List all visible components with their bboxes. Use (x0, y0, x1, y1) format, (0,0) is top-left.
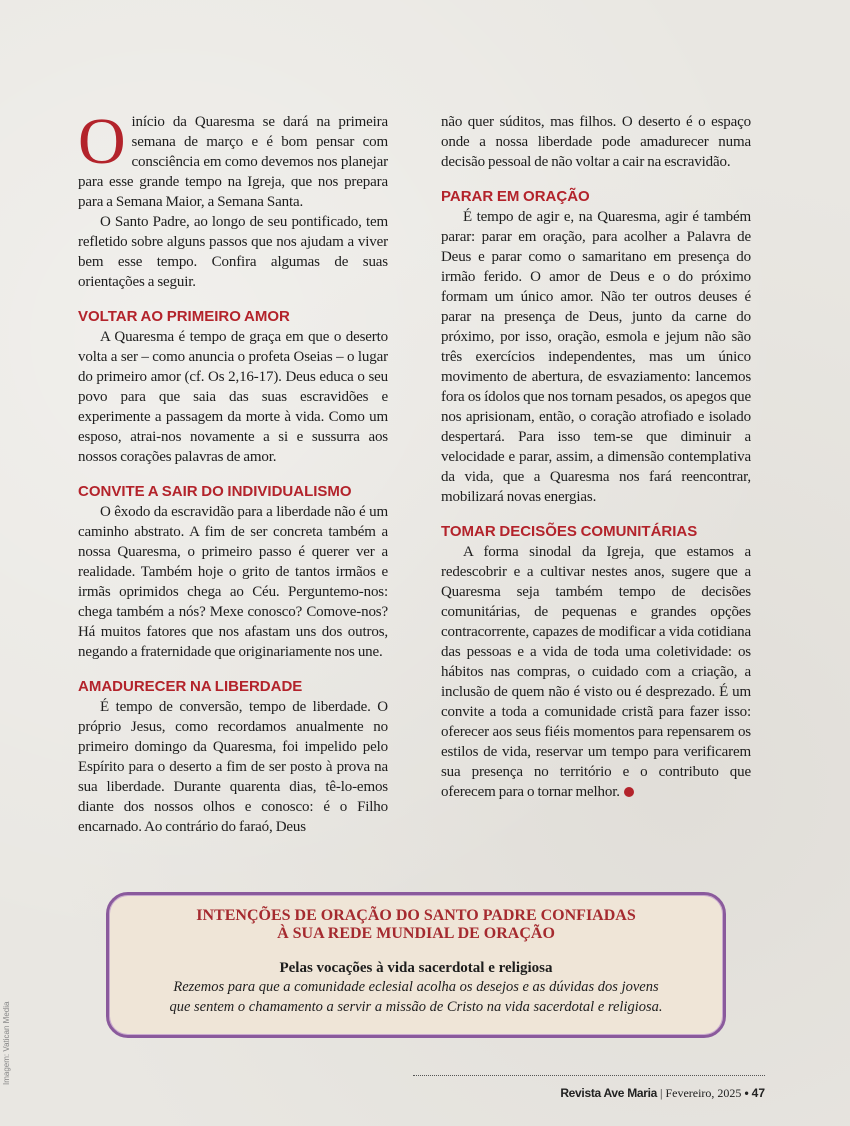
section-text: A Quaresma é tempo de graça em que o deserto volta a ser – como anuncia o profeta Oseias – o lugar do primeiro amor (cf. Os 2,16-17). Deus educa o seu povo para que saia das suas escravidões e experimente a passagem da morte à vida. Como um esposo, atrai-nos novamente a si e sussurra aos nossos corações palavras de amor. (78, 329, 388, 465)
drop-cap: O (78, 105, 126, 178)
page-footer (560, 1086, 765, 1101)
issue-date: Fevereiro, 2025 (665, 1086, 742, 1100)
box-title-line: INTENÇÕES DE ORAÇÃO DO SANTO PADRE CONFIADAS (196, 907, 636, 924)
section-text (441, 542, 751, 802)
section-text-body: A forma sinodal da Igreja, que estamos a redescobrir e a cultivar nestes anos, sugere que a Quaresma seja também tempo de decisões comunitárias, de pequenas e grandes opções contracorrente, capazes de modificar a vida cotidiana das pessoas e a vida de toda uma coletividade: os hábitos nas compras, o cuidado com a criação, a inclusão de quem não é visto ou é desprezado. É um convite a toda a comunidade cristã para fazer isso: oferecer aos seus fiéis momentos para repensarem os estilos de vida, reservar um tempo para verificarem sua presença no território e o contributo que oferecem para o tornar melhor. (441, 544, 751, 800)
magazine-name: Revista Ave Maria (560, 1086, 658, 1100)
section-heading: AMADURECER NA LIBERDADE (78, 678, 303, 695)
section-heading: CONVITE A SAIR DO INDIVIDUALISMO (78, 483, 352, 500)
box-text-line: Rezemos para que a comunidade eclesial acolha os desejos e as dúvidas dos jovens (173, 979, 659, 995)
box-title-line: À SUA REDE MUNDIAL DE ORAÇÃO (277, 925, 555, 942)
section-text-continued: não quer súditos, mas filhos. O deserto é o espaço onde a nossa liberdade pode amadurecer numa decisão pessoal de não voltar a cair na escravidão. (441, 114, 751, 170)
section-heading: PARAR EM ORAÇÃO (441, 188, 590, 205)
section-heading: TOMAR DECISÕES COMUNITÁRIAS (441, 523, 698, 540)
prayer-intentions-box (106, 892, 726, 1038)
section-text: É tempo de conversão, tempo de liberdade. O próprio Jesus, como recordamos anualmente no primeiro domingo da Quaresma, foi impelido pelo Espírito para o deserto a fim de ser posto à prova na sua liberdade. Durante quarenta dias, tê-lo-emos diante dos nossos olhos e conosco: é o Filho encarnado. Ao contrário do faraó, Deus (78, 699, 388, 835)
page-number: 47 (751, 1086, 765, 1100)
footer-bullet: • (744, 1086, 749, 1100)
column-left (78, 105, 388, 837)
intro-text: início da Quaresma se dará na primeira semana de março e é bom pensar com consciência em como devemos nos planejar para esse grande tempo na Igreja, que nos prepara para a Semana Maior, a Semana Santa. (78, 114, 388, 210)
section-text: O êxodo da escravidão para a liberdade não é um caminho abstrato. A fim de ser concreta também a nossa Quaresma, o primeiro passo é querer ver a realidade. Também hoje o grito de tantos irmãos e irmãs oprimidos chega ao Céu. Perguntemo-nos: chega também a nós? Mexe conosco? Comove-nos? Há muitos fatores que nos afastam uns dos outros, negando a fraternidade que originariamente nos une. (78, 504, 388, 660)
box-subtitle: Pelas vocações à vida sacerdotal e religiosa (279, 960, 553, 976)
box-text-line: que sentem o chamamento a servir a missão de Cristo na vida sacerdotal e religiosa. (169, 999, 663, 1015)
box-text (109, 977, 723, 1017)
footer-separator: | (660, 1086, 663, 1100)
end-mark-icon (624, 787, 634, 797)
intro-paragraph (78, 105, 388, 212)
section-text: É tempo de agir e, na Quaresma, agir é também parar: parar em oração, para acolher a Palavra de Deus e parar como o samaritano em presença do irmão ferido. O amor de Deus e o do próximo formam um único amor. Não ter outros deuses é parar na presença de Deus, junto da carne do próximo, por isso, oração, esmola e jejum não são três exercícios independentes, mas um único movimento de abertura, de esvaziamento: lancemos fora os ídolos que nos tornam pesados, os apegos que nos aprisionam, então, o coração atrofiado e isolado despertará. Para isso tem-se que diminuir a velocidade e parar, assim, a dimensão contemplativa da vida, que a Quaresma nos fará reencontrar, mobilizará novas energias. (441, 209, 751, 505)
box-title (109, 907, 723, 943)
intro-paragraph-2: O Santo Padre, ao longo de seu pontificado, tem refletido sobre alguns passos que nos ajudam a viver bem esse tempo. Confira algumas de suas orientações a seguir. (78, 214, 388, 290)
column-right (441, 112, 751, 802)
footer-divider (413, 1075, 765, 1076)
section-heading: VOLTAR AO PRIMEIRO AMOR (78, 308, 290, 325)
image-credit: Imagem: Vatican Media (2, 1001, 11, 1085)
